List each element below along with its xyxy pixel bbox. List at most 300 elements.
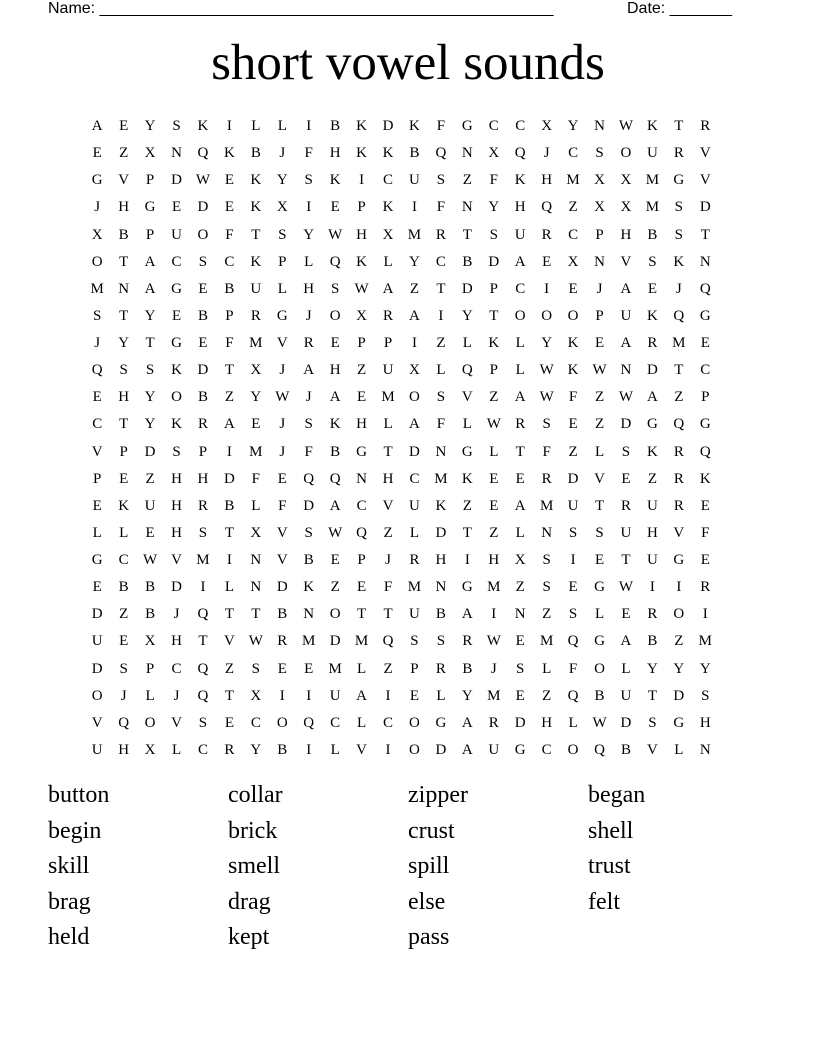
grid-letter[interactable]: J	[385, 552, 391, 569]
grid-letter[interactable]: A	[514, 389, 526, 406]
grid-letter[interactable]: F	[436, 199, 446, 216]
grid-letter[interactable]: L	[277, 118, 287, 135]
grid-letter[interactable]: T	[700, 226, 710, 243]
grid-letter[interactable]: H	[382, 470, 394, 487]
grid-letter[interactable]: D	[435, 741, 447, 758]
grid-letter[interactable]: A	[620, 335, 632, 352]
grid-letter[interactable]: O	[409, 714, 420, 731]
grid-letter[interactable]: G	[673, 172, 685, 189]
grid-letter[interactable]: V	[276, 552, 288, 569]
grid-letter[interactable]: Z	[436, 335, 446, 352]
grid-letter[interactable]: Q	[435, 145, 447, 162]
grid-letter[interactable]: X	[488, 145, 500, 162]
grid-letter[interactable]: R	[435, 660, 446, 677]
grid-letter[interactable]: E	[330, 199, 340, 216]
grid-letter[interactable]: U	[409, 172, 420, 189]
grid-letter[interactable]: O	[91, 253, 103, 270]
grid-letter[interactable]: M	[645, 199, 660, 216]
grid-letter[interactable]: I	[464, 552, 470, 569]
grid-letter[interactable]: Q	[567, 687, 579, 704]
grid-letter[interactable]: S	[330, 280, 340, 297]
grid-letter[interactable]: M	[407, 226, 422, 243]
grid-letter[interactable]: L	[119, 524, 129, 541]
grid-letter[interactable]: Z	[568, 199, 578, 216]
grid-letter[interactable]: B	[303, 552, 314, 569]
grid-letter[interactable]: P	[595, 226, 604, 243]
grid-letter[interactable]: I	[676, 579, 682, 596]
grid-letter[interactable]: L	[383, 253, 393, 270]
grid-letter[interactable]: Y	[250, 389, 262, 406]
grid-letter[interactable]: V	[91, 443, 103, 460]
grid-letter[interactable]: X	[541, 118, 553, 135]
grid-letter[interactable]: S	[648, 253, 657, 270]
grid-letter[interactable]: Q	[567, 633, 579, 650]
grid-letter[interactable]: Y	[488, 199, 500, 216]
grid-letter[interactable]: V	[699, 172, 711, 189]
grid-letter[interactable]: L	[171, 741, 182, 758]
grid-letter[interactable]: E	[198, 335, 208, 352]
grid-letter[interactable]: W	[328, 524, 343, 541]
grid-letter[interactable]: L	[383, 416, 393, 433]
grid-letter[interactable]: Z	[515, 579, 525, 596]
grid-letter[interactable]: X	[144, 145, 156, 162]
grid-letter[interactable]: M	[487, 579, 501, 596]
grid-letter[interactable]: X	[620, 199, 632, 216]
grid-letter[interactable]: H	[171, 524, 182, 541]
grid-letter[interactable]: M	[566, 172, 580, 189]
grid-letter[interactable]: V	[171, 714, 182, 731]
grid-letter[interactable]: L	[251, 118, 261, 135]
grid-letter[interactable]: U	[646, 552, 658, 569]
grid-letter[interactable]: F	[383, 579, 393, 596]
grid-letter[interactable]: Z	[594, 416, 605, 433]
grid-letter[interactable]: B	[330, 443, 341, 460]
grid-letter[interactable]: M	[487, 687, 501, 704]
grid-letter[interactable]: S	[436, 389, 446, 406]
grid-letter[interactable]: U	[620, 687, 632, 704]
grid-letter[interactable]: K	[461, 470, 473, 487]
grid-letter[interactable]: U	[250, 280, 262, 297]
grid-letter[interactable]: Z	[383, 524, 393, 541]
grid-letter[interactable]: A	[356, 687, 368, 704]
grid-letter[interactable]: S	[674, 226, 684, 243]
grid-letter[interactable]: T	[198, 633, 208, 650]
grid-letter[interactable]: R	[647, 606, 658, 623]
grid-letter[interactable]: X	[250, 687, 262, 704]
grid-letter[interactable]: E	[700, 552, 710, 569]
grid-letter[interactable]: Z	[330, 579, 340, 596]
grid-letter[interactable]: W	[592, 714, 607, 731]
grid-letter[interactable]: L	[462, 335, 472, 352]
grid-letter[interactable]: Z	[119, 606, 129, 623]
grid-letter[interactable]: A	[461, 606, 473, 623]
grid-letter[interactable]: E	[224, 172, 234, 189]
grid-letter[interactable]: N	[699, 741, 711, 758]
grid-letter[interactable]: P	[145, 226, 155, 243]
grid-letter[interactable]: B	[462, 660, 473, 677]
grid-letter[interactable]: C	[515, 280, 526, 297]
grid-letter[interactable]: B	[250, 145, 261, 162]
grid-letter[interactable]: L	[409, 524, 420, 541]
grid-letter[interactable]: Y	[567, 118, 579, 135]
grid-letter[interactable]: J	[490, 660, 497, 677]
grid-letter[interactable]: P	[278, 253, 287, 270]
grid-letter[interactable]: S	[172, 118, 181, 135]
grid-letter[interactable]: J	[543, 145, 550, 162]
grid-letter[interactable]: I	[306, 118, 312, 135]
grid-letter[interactable]: P	[701, 389, 710, 406]
grid-letter[interactable]: V	[223, 633, 235, 650]
grid-letter[interactable]: Q	[514, 145, 526, 162]
grid-letter[interactable]: Z	[145, 470, 155, 487]
grid-letter[interactable]: D	[144, 443, 156, 460]
grid-letter[interactable]: A	[329, 497, 341, 514]
grid-letter[interactable]: G	[594, 579, 605, 596]
grid-letter[interactable]: M	[249, 443, 263, 460]
grid-letter[interactable]: U	[382, 362, 394, 379]
grid-letter[interactable]: G	[461, 118, 473, 135]
grid-letter[interactable]: S	[568, 524, 578, 541]
grid-letter[interactable]: S	[489, 226, 498, 243]
grid-letter[interactable]: A	[461, 714, 473, 731]
grid-letter[interactable]: K	[171, 362, 182, 379]
grid-letter[interactable]: R	[303, 335, 314, 352]
grid-letter[interactable]: R	[383, 307, 394, 324]
grid-letter[interactable]: D	[567, 470, 579, 487]
grid-letter[interactable]: F	[225, 335, 234, 352]
grid-letter[interactable]: P	[383, 335, 393, 352]
grid-letter[interactable]: B	[197, 389, 208, 406]
grid-letter[interactable]: B	[435, 606, 446, 623]
grid-letter[interactable]: E	[330, 335, 340, 352]
grid-letter[interactable]: N	[461, 145, 473, 162]
grid-letter[interactable]: E	[568, 416, 578, 433]
grid-letter[interactable]: U	[620, 524, 632, 541]
grid-letter[interactable]: S	[304, 524, 313, 541]
grid-letter[interactable]: Q	[699, 280, 711, 297]
grid-letter[interactable]: L	[568, 714, 578, 731]
grid-letter[interactable]: L	[145, 687, 155, 704]
grid-letter[interactable]: M	[434, 470, 448, 487]
grid-letter[interactable]: W	[143, 552, 158, 569]
grid-letter[interactable]: L	[436, 687, 446, 704]
grid-letter[interactable]: S	[304, 172, 313, 189]
grid-letter[interactable]: Z	[542, 687, 552, 704]
grid-letter[interactable]: I	[279, 687, 285, 704]
grid-letter[interactable]: N	[594, 253, 605, 270]
grid-letter[interactable]: Y	[409, 253, 420, 270]
grid-letter[interactable]: P	[93, 470, 102, 487]
grid-letter[interactable]: K	[646, 443, 658, 460]
grid-letter[interactable]: D	[699, 199, 711, 216]
grid-letter[interactable]: T	[224, 687, 234, 704]
grid-letter[interactable]: K	[382, 145, 394, 162]
grid-letter[interactable]: J	[279, 145, 286, 162]
grid-letter[interactable]: K	[435, 497, 447, 514]
grid-letter[interactable]: U	[144, 497, 156, 514]
grid-letter[interactable]: G	[699, 307, 711, 324]
grid-letter[interactable]: F	[251, 470, 261, 487]
grid-letter[interactable]: E	[119, 118, 129, 135]
grid-letter[interactable]: B	[594, 687, 605, 704]
grid-letter[interactable]: E	[647, 280, 657, 297]
grid-letter[interactable]: F	[225, 226, 234, 243]
grid-letter[interactable]: R	[700, 118, 711, 135]
grid-letter[interactable]: L	[515, 335, 525, 352]
grid-letter[interactable]: J	[173, 606, 180, 623]
grid-letter[interactable]: E	[489, 497, 499, 514]
grid-letter[interactable]: Y	[250, 741, 262, 758]
grid-letter[interactable]: D	[91, 660, 103, 677]
grid-letter[interactable]: Q	[303, 714, 315, 731]
grid-letter[interactable]: C	[197, 741, 208, 758]
grid-letter[interactable]: E	[92, 579, 102, 596]
grid-letter[interactable]: E	[594, 335, 605, 352]
grid-letter[interactable]: W	[248, 633, 263, 650]
grid-letter[interactable]: F	[568, 660, 578, 677]
grid-letter[interactable]: S	[93, 307, 102, 324]
grid-letter[interactable]: Y	[144, 307, 156, 324]
grid-letter[interactable]: T	[119, 307, 129, 324]
grid-letter[interactable]: O	[91, 687, 103, 704]
grid-letter[interactable]: D	[409, 443, 420, 460]
grid-letter[interactable]: Z	[119, 145, 129, 162]
grid-letter[interactable]: S	[436, 172, 446, 189]
grid-letter[interactable]: R	[620, 497, 631, 514]
grid-letter[interactable]: P	[145, 660, 155, 677]
grid-letter[interactable]: N	[356, 470, 368, 487]
grid-letter[interactable]: A	[329, 389, 341, 406]
grid-letter[interactable]: B	[118, 579, 129, 596]
grid-letter[interactable]: J	[305, 307, 312, 324]
grid-letter[interactable]: C	[171, 253, 182, 270]
grid-letter[interactable]: A	[514, 253, 526, 270]
grid-letter[interactable]: X	[250, 524, 262, 541]
grid-letter[interactable]: B	[330, 118, 341, 135]
grid-letter[interactable]: R	[488, 714, 499, 731]
grid-letter[interactable]: R	[224, 741, 235, 758]
grid-letter[interactable]: E	[119, 470, 129, 487]
grid-letter[interactable]: R	[647, 335, 658, 352]
grid-letter[interactable]: K	[303, 579, 315, 596]
grid-letter[interactable]: W	[592, 362, 607, 379]
grid-letter[interactable]: I	[544, 280, 550, 297]
grid-letter[interactable]: D	[620, 416, 632, 433]
grid-letter[interactable]: F	[701, 524, 710, 541]
grid-letter[interactable]: X	[276, 199, 288, 216]
grid-letter[interactable]: H	[488, 552, 500, 569]
grid-letter[interactable]: G	[673, 714, 685, 731]
grid-letter[interactable]: F	[436, 416, 446, 433]
grid-letter[interactable]: P	[489, 362, 498, 379]
grid-letter[interactable]: S	[542, 416, 551, 433]
grid-letter[interactable]: Y	[303, 226, 315, 243]
grid-letter[interactable]: C	[356, 497, 367, 514]
grid-letter[interactable]: C	[700, 362, 711, 379]
grid-letter[interactable]: H	[118, 389, 130, 406]
grid-letter[interactable]: P	[357, 335, 366, 352]
grid-letter[interactable]: G	[91, 552, 103, 569]
grid-letter[interactable]: G	[144, 199, 156, 216]
grid-letter[interactable]: U	[488, 741, 500, 758]
grid-letter[interactable]: Y	[118, 335, 130, 352]
grid-letter[interactable]: X	[620, 172, 632, 189]
grid-letter[interactable]: E	[171, 199, 182, 216]
grid-letter[interactable]: U	[646, 497, 658, 514]
grid-letter[interactable]: N	[435, 443, 447, 460]
grid-letter[interactable]: W	[486, 416, 501, 433]
grid-letter[interactable]: L	[277, 280, 287, 297]
grid-letter[interactable]: C	[383, 172, 394, 189]
grid-letter[interactable]: E	[409, 687, 420, 704]
grid-letter[interactable]: K	[197, 118, 209, 135]
grid-letter[interactable]: R	[673, 145, 684, 162]
grid-letter[interactable]: L	[251, 497, 261, 514]
grid-letter[interactable]: W	[618, 118, 634, 135]
grid-letter[interactable]: X	[594, 172, 605, 189]
grid-letter[interactable]: R	[700, 579, 711, 596]
grid-letter[interactable]: S	[542, 552, 551, 569]
grid-letter[interactable]: O	[276, 714, 288, 731]
grid-letter[interactable]: Z	[357, 362, 367, 379]
grid-letter[interactable]: E	[357, 579, 367, 596]
grid-letter[interactable]: I	[385, 687, 391, 704]
grid-letter[interactable]: U	[646, 145, 658, 162]
grid-letter[interactable]: Q	[382, 633, 394, 650]
grid-letter[interactable]: D	[673, 687, 685, 704]
grid-letter[interactable]: W	[486, 633, 501, 650]
grid-letter[interactable]: O	[567, 741, 579, 758]
grid-letter[interactable]: T	[674, 118, 684, 135]
grid-letter[interactable]: O	[594, 660, 605, 677]
grid-letter[interactable]: C	[250, 714, 261, 731]
grid-letter[interactable]: W	[539, 362, 554, 379]
grid-letter[interactable]: N	[435, 579, 447, 596]
grid-letter[interactable]: S	[251, 660, 261, 677]
grid-letter[interactable]: X	[567, 253, 579, 270]
grid-letter[interactable]: B	[647, 226, 658, 243]
grid-letter[interactable]: U	[91, 741, 103, 758]
grid-letter[interactable]: M	[302, 633, 316, 650]
grid-letter[interactable]: W	[618, 389, 634, 406]
grid-letter[interactable]: H	[620, 226, 632, 243]
grid-letter[interactable]: T	[224, 606, 234, 623]
grid-letter[interactable]: K	[329, 172, 341, 189]
grid-letter[interactable]: R	[197, 497, 208, 514]
grid-letter[interactable]: V	[461, 389, 473, 406]
grid-letter[interactable]: I	[200, 579, 206, 596]
grid-letter[interactable]: E	[330, 552, 340, 569]
grid-letter[interactable]: X	[144, 741, 156, 758]
grid-letter[interactable]: K	[223, 145, 235, 162]
grid-letter[interactable]: P	[145, 172, 155, 189]
grid-letter[interactable]: I	[359, 172, 365, 189]
grid-letter[interactable]: J	[120, 687, 127, 704]
grid-letter[interactable]: X	[356, 307, 368, 324]
grid-letter[interactable]: D	[620, 714, 632, 731]
grid-letter[interactable]: V	[91, 714, 103, 731]
grid-letter[interactable]: E	[224, 199, 234, 216]
grid-letter[interactable]: E	[515, 687, 525, 704]
grid-letter[interactable]: I	[570, 552, 576, 569]
grid-letter[interactable]: A	[409, 307, 420, 324]
grid-letter[interactable]: I	[306, 199, 312, 216]
grid-letter[interactable]: Q	[329, 470, 341, 487]
grid-letter[interactable]: E	[277, 470, 287, 487]
grid-letter[interactable]: R	[515, 416, 526, 433]
grid-letter[interactable]: O	[144, 714, 156, 731]
grid-letter[interactable]: T	[594, 497, 605, 514]
grid-letter[interactable]: L	[515, 524, 525, 541]
grid-letter[interactable]: Q	[91, 362, 103, 379]
grid-letter[interactable]: L	[357, 660, 367, 677]
grid-letter[interactable]: Z	[383, 660, 393, 677]
grid-letter[interactable]: Q	[303, 470, 315, 487]
grid-letter[interactable]: Z	[594, 389, 605, 406]
grid-letter[interactable]: S	[119, 362, 128, 379]
grid-letter[interactable]: R	[541, 226, 552, 243]
grid-letter[interactable]: A	[91, 118, 103, 135]
grid-letter[interactable]: T	[251, 226, 261, 243]
grid-letter[interactable]: Q	[461, 362, 473, 379]
grid-letter[interactable]: K	[646, 118, 658, 135]
grid-letter[interactable]: E	[224, 714, 234, 731]
grid-letter[interactable]: D	[488, 253, 500, 270]
grid-letter[interactable]: V	[171, 552, 182, 569]
grid-letter[interactable]: M	[645, 172, 660, 189]
grid-letter[interactable]: B	[145, 606, 156, 623]
grid-letter[interactable]: T	[357, 606, 367, 623]
grid-letter[interactable]: I	[411, 335, 417, 352]
grid-letter[interactable]: K	[356, 118, 368, 135]
grid-letter[interactable]: H	[435, 552, 447, 569]
grid-letter[interactable]: Q	[197, 145, 209, 162]
grid-letter[interactable]: S	[145, 362, 155, 379]
grid-letter[interactable]: Q	[197, 606, 209, 623]
grid-letter[interactable]: Q	[699, 443, 711, 460]
grid-letter[interactable]: T	[119, 253, 129, 270]
grid-letter[interactable]: K	[567, 335, 579, 352]
grid-letter[interactable]: N	[118, 280, 130, 297]
grid-letter[interactable]: Y	[673, 660, 685, 677]
grid-letter[interactable]: H	[118, 741, 130, 758]
grid-letter[interactable]: J	[279, 416, 286, 433]
grid-letter[interactable]: L	[92, 524, 102, 541]
grid-letter[interactable]: U	[91, 633, 103, 650]
grid-letter[interactable]: M	[539, 633, 554, 650]
grid-letter[interactable]: K	[409, 118, 420, 135]
grid-letter[interactable]: Q	[197, 660, 209, 677]
grid-letter[interactable]: T	[462, 524, 472, 541]
grid-letter[interactable]: A	[144, 253, 156, 270]
grid-letter[interactable]: D	[197, 362, 209, 379]
grid-letter[interactable]: K	[488, 335, 500, 352]
grid-letter[interactable]: D	[461, 280, 473, 297]
grid-letter[interactable]: T	[515, 443, 525, 460]
grid-letter[interactable]: G	[435, 714, 447, 731]
grid-letter[interactable]: R	[197, 416, 208, 433]
grid-letter[interactable]: F	[489, 172, 498, 189]
grid-letter[interactable]: J	[596, 280, 603, 297]
grid-letter[interactable]: V	[276, 335, 288, 352]
grid-letter[interactable]: T	[224, 524, 234, 541]
grid-letter[interactable]: E	[119, 633, 129, 650]
grid-letter[interactable]: F	[436, 118, 446, 135]
grid-letter[interactable]: H	[171, 470, 182, 487]
grid-letter[interactable]: O	[197, 226, 209, 243]
grid-letter[interactable]: J	[94, 335, 101, 352]
grid-letter[interactable]: I	[491, 606, 497, 623]
